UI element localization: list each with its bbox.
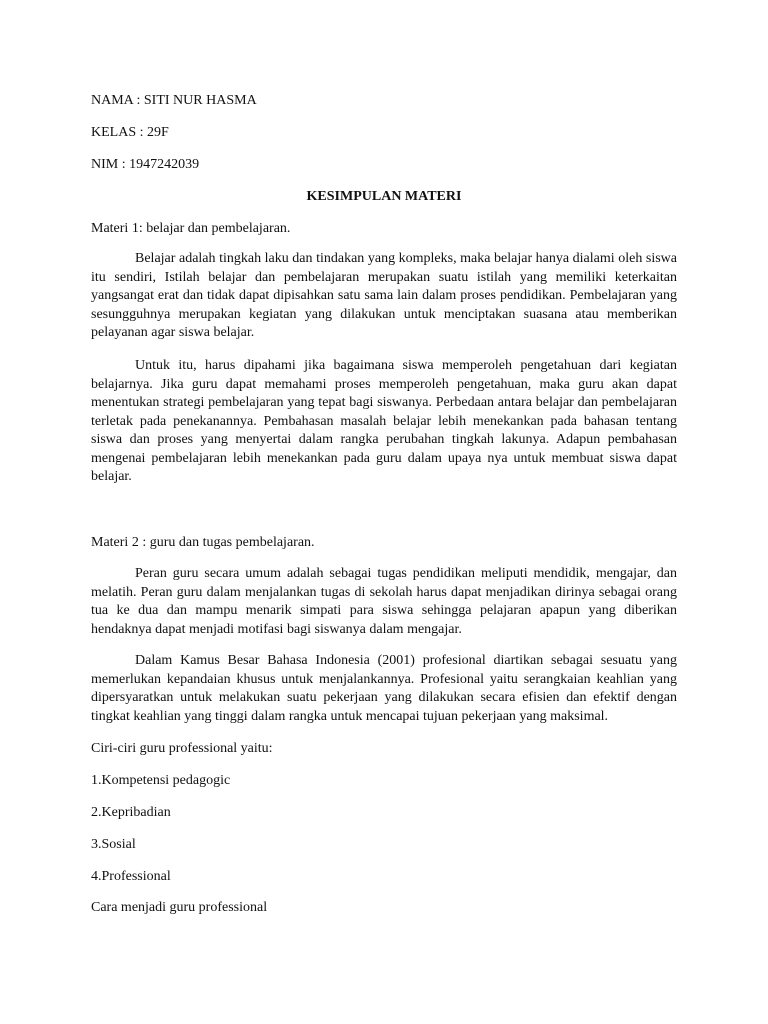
materi-1-heading: Materi 1: belajar dan pembelajaran. [91, 221, 291, 236]
document-title: KESIMPULAN MATERI [306, 189, 462, 204]
student-nim: NIM : 1947242039 [91, 157, 200, 172]
student-name: NAMA : SITI NUR HASMA [91, 93, 257, 108]
ciri-list-item: 4.Professional [91, 869, 171, 884]
materi-2-paragraph-2: Dalam Kamus Besar Bahasa Indonesia (2001) profesional diartikan sebagai sesuatu yang memerlukan kepandaian khusus untuk menjalankannya. Profesional yaitu serangkaian keahlian yang dipersyaratkan untuk melakukan suatu pekerjaan yang dilakukan secara efisien dan efektif dengan tingkat keahlian yang tinggi dalam rangka untuk mencapai tujuan pekerjaan yang maksimal. [91, 653, 677, 724]
student-class: KELAS : 29F [91, 125, 169, 140]
ciri-list-item: 2.Kepribadian [91, 805, 171, 820]
materi-2-heading: Materi 2 : guru dan tugas pembelajaran. [91, 535, 315, 550]
ciri-list-item: 1.Kompetensi pedagogic [91, 773, 231, 788]
ciri-heading: Ciri-ciri guru professional yaitu: [91, 741, 273, 756]
ciri-list-item: 3.Sosial [91, 837, 136, 852]
materi-1-paragraph-2: Untuk itu, harus dipahami jika bagaimana siswa memperoleh pengetahuan dari kegiatan belajarnya. Jika guru dapat memahami proses memperoleh pengetahuan, maka guru akan dapat menentukan strategi pembelajaran yang tepat bagi siswanya. Perbedaan antara belajar dan pembelajaran terletak pada penekanannya. Pembahasan masalah belajar lebih menekankan pada bahasan tentang siswa dan proses yang menyertai dalam rangka perubahan tingkah lakunya. Adapun pembahasan mengenai pembelajaran lebih menekankan pada guru dalam upaya nya untuk membuat siswa dapat belajar. [91, 358, 677, 484]
closing-line: Cara menjadi guru professional [91, 900, 268, 915]
materi-1-paragraph-1: Belajar adalah tingkah laku dan tindakan yang kompleks, maka belajar hanya dialami oleh siswa itu sendiri, Istilah belajar dan pembelajaran merupakan suatu istilah yang memiliki keterkaitan yangsangat erat dan tidak dapat dipisahkan satu sama lain dalam proses pendidikan. Pembelajaran yang sesungguhnya merupakan kegiatan yang dilakukan untuk menciptakan suasana atau memberikan pelayanan agar siswa belajar. [91, 251, 677, 340]
materi-2-paragraph-1: Peran guru secara umum adalah sebagai tugas pendidikan meliputi mendidik, mengajar, dan melatih. Peran guru dalam menjalankan tugas di sekolah harus dapat menjadikan dirinya sebagai orang tua ke dua dan mampu menarik simpati para siswa sehingga pelajaran apapun yang diberikan hendaknya dapat menjadi motifasi bagi siswanya dalam mengajar. [91, 566, 677, 637]
